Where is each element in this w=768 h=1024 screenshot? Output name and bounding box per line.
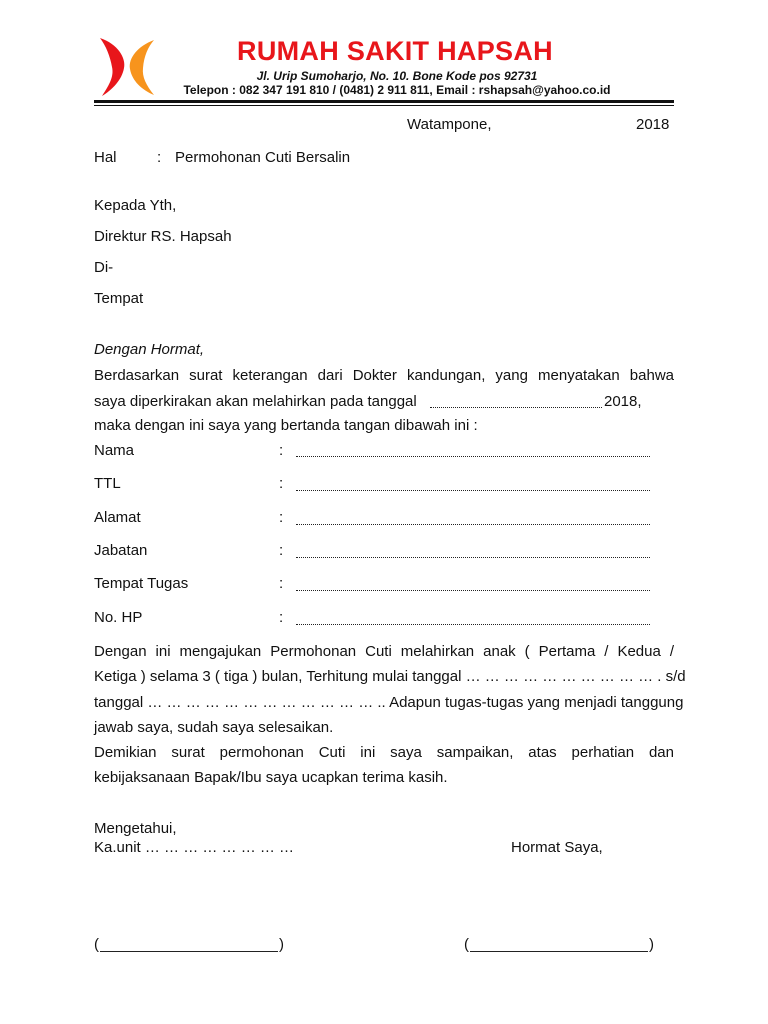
hospital-address: Jl. Urip Sumoharjo, No. 10. Bone Kode pos 92731 [256, 69, 538, 83]
field-colon: : [279, 575, 284, 592]
field-blank-ttl[interactable] [296, 490, 650, 491]
date-year: 2018 [636, 116, 670, 133]
salutation: Dengan Hormat, [94, 341, 205, 358]
hospital-contact: Telepon : 082 347 191 810 / (0481) 2 911 811, Email : rshapsah@yahoo.co.id [183, 83, 611, 97]
field-blank-tempat-tugas[interactable] [296, 590, 650, 591]
applicant-title: Hormat Saya, [511, 839, 603, 856]
right-signature-line[interactable] [470, 951, 648, 952]
left-signature-open-paren: ( [94, 936, 99, 953]
field-label-jabatan: Jabatan [94, 542, 148, 559]
request-line-3: tanggal … … … … … … … … … … … … .. Adapun tugas-tugas yang menjadi tanggung [94, 694, 684, 711]
subject-colon: : [157, 149, 162, 166]
field-label-no-hp: No. HP [94, 609, 143, 626]
acknowledged-by-title: Mengetahui, [94, 820, 177, 837]
request-line-4: jawab saya, sudah saya selesaikan. [94, 719, 334, 736]
field-colon: : [279, 609, 284, 626]
field-label-ttl: TTL [94, 475, 121, 492]
date-place: Watampone, [407, 116, 492, 133]
hospital-name: RUMAH SAKIT HAPSAH [237, 36, 553, 66]
field-label-tempat-tugas: Tempat Tugas [94, 575, 189, 592]
field-colon: : [279, 509, 284, 526]
closing-line-1: Demikian surat permohonan Cuti ini saya sampaikan, atas perhatian dan [94, 744, 674, 761]
letterhead-divider-thin [94, 105, 674, 106]
left-signature-close-paren: ) [279, 936, 284, 953]
recipient-line: Di- [94, 259, 114, 276]
right-signature-close-paren: ) [649, 936, 654, 953]
subject-label: Hal [94, 149, 117, 166]
intro-line-2-prefix: saya diperkirakan akan melahirkan pada tanggal [94, 393, 417, 410]
intro-line-2-suffix: 2018, [604, 393, 642, 410]
field-blank-alamat[interactable] [296, 524, 650, 525]
field-colon: : [279, 442, 284, 459]
intro-line-3: maka dengan ini saya yang bertanda tangan dibawah ini : [94, 417, 478, 434]
closing-line-2: kebijaksanaan Bapak/Ibu saya ucapkan terima kasih. [94, 769, 448, 786]
request-line-1: Dengan ini mengajukan Permohonan Cuti melahirkan anak ( Pertama / Kedua / [94, 643, 674, 660]
field-blank-no-hp[interactable] [296, 624, 650, 625]
field-blank-nama[interactable] [296, 456, 650, 457]
right-signature-open-paren: ( [464, 936, 469, 953]
intro-line-1: Berdasarkan surat keterangan dari Dokter kandungan, yang menyatakan bahwa [94, 367, 674, 384]
recipient-line: Tempat [94, 290, 144, 307]
left-signature-line[interactable] [100, 951, 278, 952]
recipient-line: Direktur RS. Hapsah [94, 228, 232, 245]
recipient-line: Kepada Yth, [94, 197, 177, 214]
field-colon: : [279, 542, 284, 559]
birth-date-blank[interactable] [430, 407, 602, 408]
subject-value: Permohonan Cuti Bersalin [175, 149, 351, 166]
field-label-nama: Nama [94, 442, 135, 459]
unit-head-role: Ka.unit … … … … … … … … [94, 839, 295, 856]
field-label-alamat: Alamat [94, 509, 141, 526]
letterhead-divider-thick [94, 100, 674, 103]
request-line-2: Ketiga ) selama 3 ( tiga ) bulan, Terhitung mulai tanggal … … … … … … … … … … . s/d [94, 668, 686, 685]
field-colon: : [279, 475, 284, 492]
field-blank-jabatan[interactable] [296, 557, 650, 558]
